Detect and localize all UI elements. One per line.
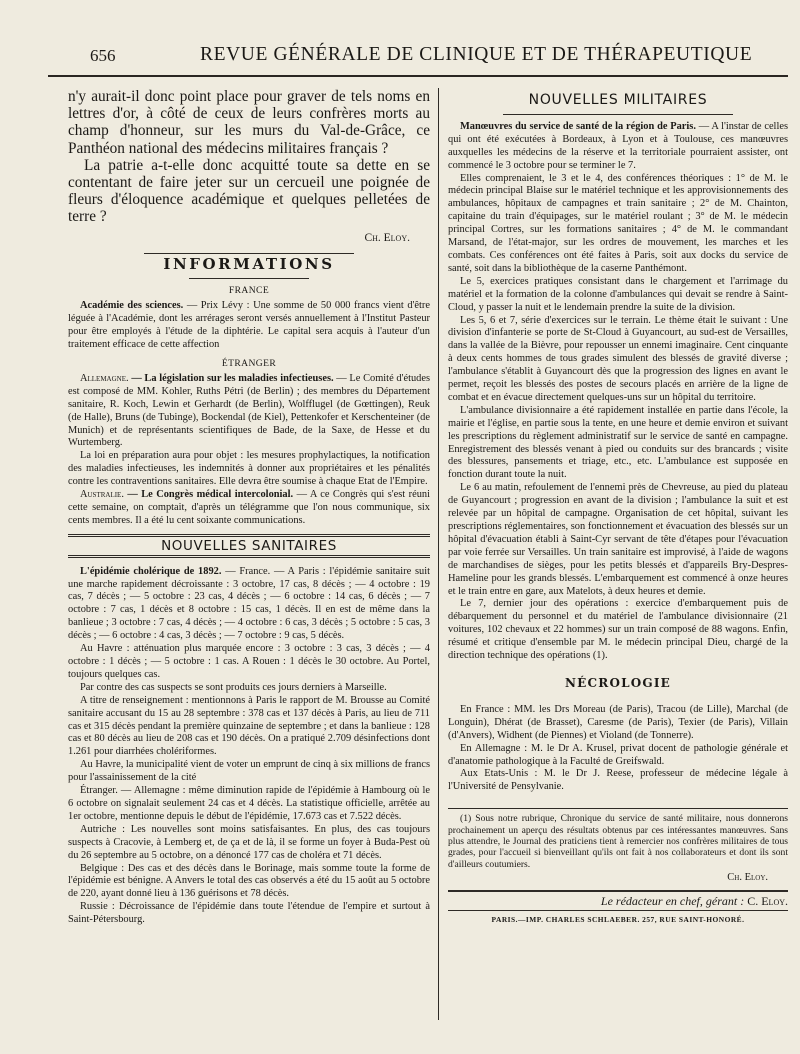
heading-underline [503, 114, 733, 115]
running-title: REVUE GÉNÉRALE DE CLINIQUE ET DE THÉRAPEUTIQUE [200, 44, 753, 65]
australie-label: Australie. [80, 489, 124, 501]
allemagne-item [68, 373, 430, 450]
havre-emprunt-paragraph: Au Havre, la municipalité vient de voter un emprunt de cinq à six millions de francs pour l'assainissement de la cité [68, 759, 430, 784]
column-divider [438, 88, 439, 1020]
academie-text: — Prix Lévy : Une somme de 50 000 francs vient d'être léguée à l'Académie, dont les arrérages seront versés annuellement à l'Institut Pasteur pour être employés à l'étude de la diphtérie. Le capital sera acquis à l'auteur d'un traitement efficace de cette affection [68, 300, 430, 351]
footnote [448, 808, 788, 883]
hopital-paragraph: Le 6 au matin, refoulement de l'ennemi près de Chevreuse, au pied du plateau de Guyancourt ; progression en avant de la division ; l'ambulance la suit et est relevée par un hôpital de campagne. Organisation de cet hôpital, suivant les prescriptions réglementaires, son fonctionnement et évacuation des blessés sur un hôpital d'évacuation établi à Saint-Cyr servant de tête d'étapes pour l'évacuation par voie ferrée sur Versailles. Un train sanitaire est improvisé, à l'aide de wagons de marchandises de sièges, pour les petits blessés et d'appareils Bry-Despres-Hameline pour les grands blessés. L'embarquement est commencé à onze heures et le train entre en gare, aux Matelots, à deux heures et demie. [448, 482, 788, 597]
terrain-paragraph: Les 5, 6 et 7, série d'exercices sur le terrain. Le thème était le suivant : Une division d'infanterie se porte de St-Cloud à Guyancourt, au sud-est de Versailles, dans la vallée de la Bièvre, pour repousser un ennemi imaginaire. Cent cinquante à deux cents hommes de tous grades simulent des blessés de gravité diverse ; l'ambulance s'établit à Guyancourt dès que la progression des lignes en avant le permet, reçoit les blessés des postes de secours placés en arrière de la ligne de combat et en évacue directement quelques-uns sur un hôpital du territoire. [448, 314, 788, 403]
section-rule [144, 253, 354, 254]
header-rule [48, 75, 788, 77]
lead-paragraph: n'y aurait-il donc point place pour graver de tels noms en lettres d'or, à côté de ceux de leurs confrères morts au champ d'honneur, sur les murs du Val-de-Grâce, ce Panthéon national des médecins militaires français ? [68, 88, 430, 157]
manoeuvres-item [448, 121, 788, 173]
manoeuvres-intro: — A l'instar de celles qui ont été exécutées à Bordeaux, à Lyon et à Toulouse, ces manœuvres auxquelles les médecins de la réserve et la territoriale pourraient assister, ont commencé le 3 octobre pour se terminer le 7. [448, 120, 788, 171]
page-header [90, 40, 775, 74]
manoeuvres-title: Manœuvres du service de santé de la région de Paris. [460, 120, 696, 132]
academie-title: Académie des sciences. [80, 300, 184, 312]
necrologie-heading: NÉCROLOGIE [565, 675, 671, 690]
footnote-text: (1) Sous notre rubrique, Chronique du service de santé militaire, nous donnerons prochainement un aperçu des résultats obtenus par ces intéressantes manœuvres. Sans plus attendre, le Journal des praticiens tient à remercier nos confrères militaires de tous grades, pour l'accueil si bienveillant qu'ils ont fait à nos collaborateurs et dont ils sont d'ailleurs coutumiers. [448, 813, 788, 870]
imprint: PARIS.—IMP. CHARLES SCHLAEBER. 257, RUE SAINT-HONORÉ. [491, 914, 745, 924]
allemagne-label: Allemagne. [80, 372, 129, 384]
informations-heading: INFORMATIONS [163, 254, 335, 273]
russie-paragraph: Russie : Décroissance de l'épidémie dans toute l'étendue de l'empire et surtout à Saint-Pétersbourg. [68, 901, 430, 926]
australie-text: — A ce Congrès qui s'est réuni cette semaine, on comptait, d'après un télégramme que l'on nous communique, six cents membres. Il a été lu cent soixante communications. [68, 489, 431, 526]
epidemie-text: — France. — A Paris : l'épidémie sanitaire suit une marche rapidement décroissante : 3 octobre, 17 cas, 8 décès ; — 4 octobre : 19 cas, 7 décès ; — 5 octobre : 23 cas, 4 décès ; — 6 octobre : 14 cas, 6 décès ; — 7 octobre : 7 cas, 1 décès et 8 octobre : 15 cas, 1 décès. Il en est de même dans la banlieue ; 3 octobre : 7 cas, 4 décès ; — 4 octobre : 6 cas, 3 décès ; 5 octobre : 5 cas, 3 décès ; — 6 octobre : 4 cas, 3 décès ; — 7 octobre : 9 cas, 5 décès. [68, 565, 430, 642]
necrologie-allemagne: En Allemagne : M. le Dr A. Krusel, privat docent de pathologie générale et d'anatomie pathologique à la Faculté de Greifswald. [448, 742, 788, 767]
australie-title: — Le Congrès médical intercolonial. [123, 489, 294, 501]
necrologie-france: En France : MM. les Drs Moreau (de Paris), Tracou (de Lille), Marchal (de Longuin), Dhérat (de Brasset), Caresme (de Paris), Texier (de Paris), Villain (d'Anvers), Widhent (de Piennes) et Violand (de Tonnerre). [448, 703, 788, 741]
left-column [68, 88, 430, 927]
footnote-signature: Ch. Eloy. [727, 872, 768, 884]
militaires-heading: NOUVELLES MILITAIRES [528, 92, 708, 108]
allemagne-title: — La législation sur les maladies infectieuses. [128, 372, 334, 384]
brousse-paragraph: A titre de renseignement : mentionnons à Paris le rapport de M. Brousse au Comité sanitaire accusant du 15 au 28 septembre : 378 cas et 137 décès à Paris, au lieu de 711 cas et 315 décès pendant la première quinzaine de septembre ; et dans la banlieue : 128 cas et 80 décès au lieu de 208 cas et 190 décès. On a pratiqué 2.709 désinfections dont 1.261 pour diarrhées cholériformes. [68, 694, 430, 758]
epidemie-item [68, 566, 430, 643]
right-column [448, 88, 788, 926]
necrologie-etats-unis: Aux Etats-Unis : M. le Dr J. Reese, professeur de médecine légale à l'Université de Pensylvanie. [448, 768, 788, 793]
ambulance-paragraph: L'ambulance divisionnaire a été rapidement installée en partie dans l'école, la mairie et l'église, en partie sous la tente, en une heure et demie environ et suivant les prescriptions du règlement administratif sur le service de santé en campagne. Enregistrement des blessés venant à pied ou conduits sur des brancards ; visite des blessures, pansements et triage, etc., etc. L'ambulance est supposée en fonction durant toute la nuit. [448, 404, 788, 481]
conferences-paragraph: Elles comprenaient, le 3 et le 4, des conférences théoriques : 1° de M. le médecin principal Blaise sur le matériel technique et les approvisionnements des ambulances, hôpitaux de campagnes et train sanitaire ; 2° de M. Chainton, capitaine du train d'équipages, sur le matériel roulant ; 3° de M. le médecin principal Cortres, sur les formations sanitaires ; 4° de M. le commandant Marsand, de l'état-major, sur les ordres de mouvement, les marches et les combats. Ces conférences ont été faites à Paris, soit aux docks du service de santé, soit dans la bibliothèque de la caserne Panthémont. [448, 172, 788, 274]
redacteur-name: C. Eloy. [747, 893, 788, 908]
autriche-paragraph: Autriche : Les nouvelles sont moins satisfaisantes. En plus, des cas toujours suspects à Cracovie, à Lemberg et, de ça et de là, il se forme un foyer à Buda-Pest où du 26 septembre au 5 octobre, on a dénoncé 177 cas de choléra et 71 décès. [68, 823, 430, 861]
sanitaires-heading: NOUVELLES SANITAIRES [68, 534, 430, 558]
lead-paragraph-2: La patrie a-t-elle donc acquitté toute sa dette en se contentant de faire jeter sur un cercueil une poignée de fleurs d'éloquence académique et quelques pelletées de terre ? [68, 156, 430, 226]
epidemie-title: L'épidémie cholérique de 1892. [80, 565, 222, 577]
redacteur-line [448, 890, 788, 911]
loi-paragraph: La loi en préparation aura pour objet : les mesures prophylactiques, la notification des maladies infectieuses, les indemnités à donner aux propriétaires et les pénalités contre les contraventions sanitaires. Elle devra être soumise à chaque Etat de l'Empire. [68, 450, 430, 488]
havre-paragraph: Au Havre : atténuation plus marquée encore : 3 octobre : 3 cas, 3 décès ; — 4 octobre : 1 décès ; — 5 octobre : 1 cas. A Rouen : 1 décès le 30 octobre. Au Portel, toujours quelques cas. [68, 643, 430, 680]
australie-item [68, 489, 430, 528]
page-number: 656 [90, 46, 116, 65]
etranger-label: ÉTRANGER [221, 357, 277, 369]
author-signature: Ch. Eloy. [364, 231, 410, 244]
allemagne-text: — Le Comité d'études est composé de MM. Kohler, Ruths Pétri (de Berlin) ; des membres du Département sanitaire, R. Koch, Lewin et Gerhardt (de Berlin), Wolfflugel (de Gœttingen), Reuk (de Halle), Bruns (de Tubinge), Bockendal (de Kiel), Pettenkofer et Kerschenteiner (de Munich) et de représentants scientifiques de Bade, de la Saxe, de Hesse et du Wurtemberg. [68, 372, 431, 449]
france-label: FRANCE [228, 285, 270, 297]
marseille-paragraph: Par contre des cas suspects se sont produits ces jours derniers à Marseille. [80, 681, 387, 693]
academie-item [68, 300, 430, 352]
dernier-jour-paragraph: Le 7, dernier jour des opérations : exercice d'embarquement puis de débarquement du personnel et du matériel de l'ambulance divisionnaire (21 voitures, 102 chevaux et 22 hommes) sur un train composé de 88 wagons. Enfin, résumé et critique d'ensemble par M. le médecin principal Dieu, chargé de la direction technique des opérations (1). [448, 598, 788, 662]
redacteur-label: Le rédacteur en chef, gérant : [600, 893, 748, 908]
etranger-paragraph: Étranger. — Allemagne : même diminution rapide de l'épidémie à Hambourg où le 6 octobre on signalait seulement 24 cas et 4 décès. La statistique officielle, arrêtée au 1er octobre, mentionne depuis le début de l'épidémie, 17.673 cas et 7.522 décès. [68, 785, 430, 822]
exercices-paragraph: Le 5, exercices pratiques consistant dans le chargement et l'arrimage du matériel et la formation de la colonne d'ambulances qui devait se rendre à Saint-Cloud, y passer la nuit et le lendemain prendre la suite de la division. [448, 275, 788, 313]
belgique-paragraph: Belgique : Des cas et des décès dans le Borinage, mais somme toute la forme de l'épidémie est bénigne. A Anvers le total des cas observés a été du 15 août au 5 octobre de 220, ayant donné lieu à 136 guérisons et 78 décès. [68, 862, 430, 900]
heading-underline [189, 278, 309, 279]
